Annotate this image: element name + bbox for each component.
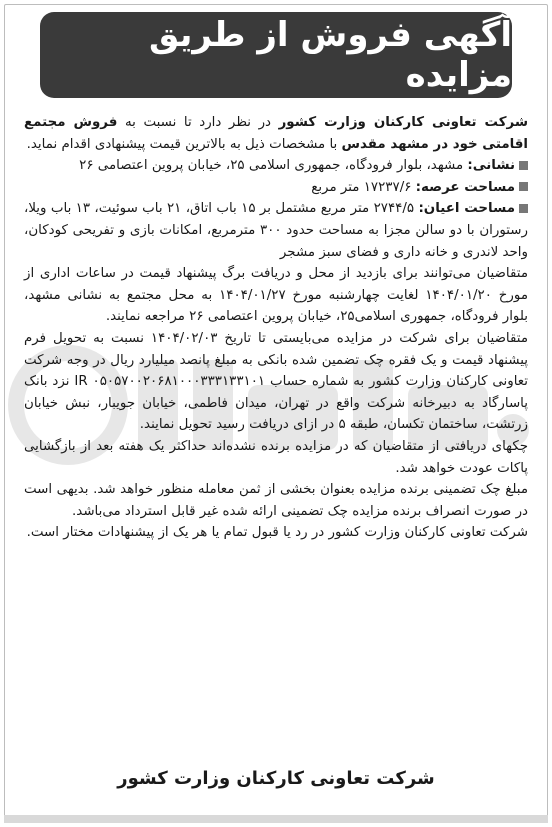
intro-paragraph xyxy=(24,112,528,155)
guarantee-paragraph: مبلغ چک تضمینی برنده مزایده بعنوان بخشی از ثمن معامله منظور خواهد شد. بدیهی است در صورت انصراف برنده مزایده چک تضمینی ارائه شده غیر قابل استرداد می‌باشد. xyxy=(24,482,528,519)
address-item xyxy=(24,155,528,177)
land-area-label: مساحت عرصه: xyxy=(415,179,515,195)
building-area-label: مساحت اعیان: xyxy=(418,201,516,217)
refund-paragraph: چکهای دریافتی از متقاضیان که در مزایده برنده نشده‌اند حداکثر یک هفته بعد از بازگشایی پاکات عودت خواهد شد. xyxy=(24,438,528,476)
sale-subject: فروش مجتمع اقامتی خود در مشهد مقدس xyxy=(24,115,528,152)
land-area-item xyxy=(24,177,528,199)
notice-body xyxy=(24,112,528,544)
submission-paragraph: متقاضیان برای شرکت در مزایده می‌بایستی تا تاریخ ۱۴۰۴/۰۲/۰۳ نسبت به تحویل فرم پیشنهاد قیمت و یک فقره چک تضمین شده بانکی به مبلغ پانصد میلیارد ریال در وجه شرکت تعاونی کارکنان وزارت کشور به شماره حساب IR ۰۵۰۵۷۰۰۲۰۶۸۱۰۰۰۳۳۳۱۳۳۱۰۱ نزد بانک پاسارگاد به دبیرخانه شرکت واقع در تهران، میدان فاطمی، خیابان جویبار، نبش خیابان زرتشت، ساختمان تکسان، طبقه ۵ در ازای دریافت رسید تحویل نمایند. xyxy=(24,330,529,433)
discretion-paragraph: شرکت تعاونی کارکنان وزارت کشور در رد یا قبول تمام یا هر یک از پیشنهادات مختار است. xyxy=(26,525,528,541)
signature-company: شرکت تعاونی کارکنان وزارت کشور xyxy=(117,768,435,789)
visit-paragraph: متقاضیان می‌توانند برای بازدید از محل و دریافت برگ پیشنهاد قیمت در ساعات اداری از مورخ ۱۴۰۴/۰۱/۲۰ لغایت چهارشنبه مورخ ۱۴۰۴/۰۱/۲۷ به محل مجتمع به نشانی مشهد، بلوار فرودگاه، جمهوری اسلامی۲۵، خیابان پروین اعتصامی ۲۶ مراجعه نمایند. xyxy=(24,266,528,325)
title-banner xyxy=(40,12,512,98)
building-area-item xyxy=(24,198,528,263)
address-value: مشهد، بلوار فرودگاه، جمهوری اسلامی ۲۵، خیابان پروین اعتصامی ۲۶ xyxy=(79,158,468,174)
company-name: شرکت تعاونی کارکنان وزارت کشور xyxy=(278,115,528,130)
building-area-value: ۲۷۴۴/۵ متر مربع مشتمل بر ۱۵ باب اتاق، ۲۱ باب سوئیت، ۱۳ باب ویلا، رستوران با دو سالن مجزا به مساحت حدود ۳۰۰ مترمربع، امکانات بازی و تفریحی کودکان، واحد لاندری و خانه داری و فضای سبز مشجر xyxy=(24,201,528,260)
bottom-divider xyxy=(4,815,548,823)
bullet-square-icon xyxy=(519,161,528,170)
notice-title: آگهی فروش از طریق مزایده xyxy=(148,15,512,95)
bullet-square-icon xyxy=(519,204,528,213)
address-label: نشانی: xyxy=(467,158,515,174)
intro-text: در نظر دارد تا نسبت به xyxy=(117,115,279,130)
bullet-square-icon xyxy=(519,182,528,191)
intro-tail: با مشخصات ذیل به بالاترین قیمت پیشنهادی اقدام نماید. xyxy=(26,136,342,152)
land-area-value: ۱۷۲۳۷/۶ متر مربع xyxy=(311,179,416,195)
